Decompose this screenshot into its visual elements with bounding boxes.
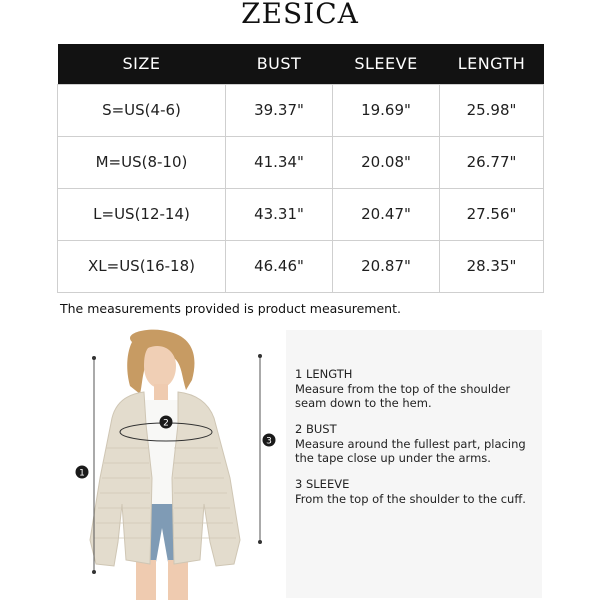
instruction-desc: Measure from the top of the shoulder seam down to the hem. xyxy=(295,381,511,410)
svg-text:2: 2 xyxy=(163,418,169,429)
sleeve-line-end xyxy=(258,354,262,358)
instruction-title: 3 SLEEVE xyxy=(295,477,350,491)
instruction-length xyxy=(295,367,515,411)
cell-sleeve: 20.87" xyxy=(333,240,440,292)
left-leg xyxy=(136,560,156,600)
sleeve-line-end xyxy=(258,540,262,544)
table-row xyxy=(58,240,544,292)
instruction-title: 2 BUST xyxy=(295,422,337,436)
cell-size: XL=US(16-18) xyxy=(58,240,226,292)
svg-text:1: 1 xyxy=(79,468,85,479)
measurement-note: The measurements provided is product measurement. xyxy=(60,301,401,316)
cell-sleeve: 20.08" xyxy=(333,136,440,188)
measurement-instructions-panel xyxy=(286,330,542,598)
marker-3 xyxy=(263,434,276,447)
brand-logo: ZESICA xyxy=(241,0,359,30)
table-row xyxy=(58,188,544,240)
cell-bust: 43.31" xyxy=(226,188,333,240)
svg-text:3: 3 xyxy=(266,436,272,447)
cell-length: 27.56" xyxy=(440,188,544,240)
table-header-row xyxy=(58,44,544,84)
instruction-desc: From the top of the shoulder to the cuff. xyxy=(295,491,526,506)
length-line-end xyxy=(92,570,96,574)
size-chart-table xyxy=(57,44,544,293)
cell-size: L=US(12-14) xyxy=(58,188,226,240)
header-length: LENGTH xyxy=(440,44,544,84)
neck-shape xyxy=(154,384,168,400)
cell-sleeve: 20.47" xyxy=(333,188,440,240)
marker-1 xyxy=(76,466,89,479)
header-sleeve: SLEEVE xyxy=(333,44,440,84)
header-bust: BUST xyxy=(226,44,333,84)
cell-bust: 39.37" xyxy=(226,84,333,136)
face-shape xyxy=(144,346,176,388)
cell-length: 25.98" xyxy=(440,84,544,136)
cell-bust: 46.46" xyxy=(226,240,333,292)
cell-length: 28.35" xyxy=(440,240,544,292)
table-row xyxy=(58,136,544,188)
cell-bust: 41.34" xyxy=(226,136,333,188)
cell-size: S=US(4-6) xyxy=(58,84,226,136)
marker-2 xyxy=(160,416,173,429)
cell-sleeve: 19.69" xyxy=(333,84,440,136)
cell-size: M=US(8-10) xyxy=(58,136,226,188)
instruction-title: 1 LENGTH xyxy=(295,367,353,381)
right-leg xyxy=(168,560,188,600)
instruction-bust xyxy=(295,422,527,466)
cardigan-right xyxy=(172,392,240,566)
length-line-end xyxy=(92,356,96,360)
instruction-sleeve xyxy=(295,477,535,506)
cell-length: 26.77" xyxy=(440,136,544,188)
model-figure xyxy=(70,328,280,600)
header-size: SIZE xyxy=(58,44,226,84)
instruction-desc: Measure around the fullest part, placing the tape close up under the arms. xyxy=(295,436,526,465)
table-row xyxy=(58,84,544,136)
cardigan-left xyxy=(90,392,152,566)
cardigan-illustration xyxy=(70,328,280,600)
